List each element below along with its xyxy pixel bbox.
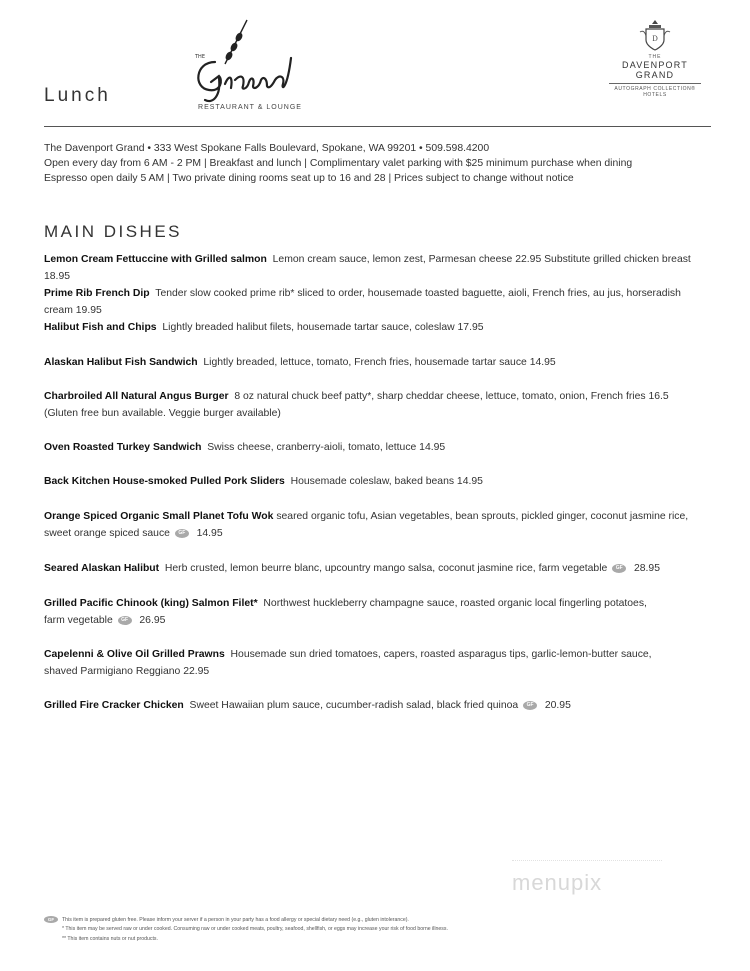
- dish-name: Grilled Fire Cracker Chicken: [44, 700, 184, 711]
- dish-item: [44, 285, 704, 319]
- dish-name: Back Kitchen House-smoked Pulled Pork Sliders: [44, 476, 285, 487]
- dish-item: [44, 439, 704, 456]
- dish-description-note: (Gluten free bun available. Veggie burger available): [44, 408, 281, 419]
- dish-name: Oven Roasted Turkey Sandwich: [44, 442, 202, 453]
- dish-name: Lemon Cream Fettuccine with Grilled salmon: [44, 254, 267, 265]
- hotel-name-line1: DAVENPORT: [622, 60, 688, 70]
- dish-name: Grilled Pacific Chinook (king) Salmon Filet*: [44, 598, 258, 609]
- info-espresso: Espresso open daily 5 AM | Two private dining rooms seat up to 16 and 28 | Prices subject to change without notice: [44, 173, 574, 184]
- grand-subtitle: RESTAURANT & LOUNGE: [198, 104, 302, 111]
- dish-description-cont: shaved Parmigiano Reggiano 22.95: [44, 666, 210, 677]
- dish-description-cont: farm vegetable: [44, 615, 113, 626]
- gluten-free-icon: GF: [612, 564, 626, 573]
- dish-item: [44, 388, 704, 422]
- section-title: MAIN DISHES: [44, 222, 183, 241]
- dish-item: [44, 595, 704, 629]
- dish-description: Northwest huckleberry champagne sauce, roasted organic local fingerling potatoes,: [263, 598, 647, 609]
- page-title: Lunch: [44, 85, 111, 106]
- dish-description: 8 oz natural chuck beef patty*, sharp cheddar cheese, lettuce, tomato, onion, French fries 16.5: [234, 391, 669, 402]
- dish-name: Seared Alaskan Halibut: [44, 563, 160, 574]
- dish-name: Charbroiled All Natural Angus Burger: [44, 391, 229, 402]
- dish-item: [44, 473, 704, 490]
- autograph-collection: AUTOGRAPH COLLECTION®: [614, 86, 696, 92]
- footnote-nuts: ** This item contains nuts or nut products.: [62, 936, 158, 942]
- gluten-free-icon: GF: [118, 616, 132, 625]
- grand-the: THE: [195, 54, 205, 60]
- hotel-the: THE: [648, 54, 662, 60]
- dish-item: [44, 697, 704, 714]
- grand-script-logo-art: [185, 18, 310, 104]
- grand-restaurant-logo: [185, 18, 310, 118]
- hotel-logo-divider: [609, 83, 701, 84]
- dish-name: Prime Rib French Dip: [44, 288, 150, 299]
- svg-text:D: D: [652, 35, 658, 43]
- info-hours: Open every day from 6 AM - 2 PM | Breakfast and lunch | Complimentary valet parking with $25 minimum purchase when dining: [44, 158, 633, 169]
- dish-item: [44, 354, 704, 371]
- gluten-free-icon: GF: [523, 701, 537, 710]
- dish-item: [44, 251, 704, 285]
- dish-description: Lightly breaded halibut filets, housemade tartar sauce, coleslaw 17.95: [162, 322, 484, 333]
- dish-name: Orange Spiced Organic Small Planet Tofu Wok: [44, 511, 274, 522]
- dish-item: [44, 646, 704, 680]
- gluten-free-icon: GF: [175, 529, 189, 538]
- dish-description: Herb crusted, lemon beurre blanc, upcountry mango salsa, coconut jasmine rice, farm vegetable: [164, 563, 608, 574]
- dish-price: 14.95: [196, 528, 223, 539]
- dish-price: 26.95: [139, 615, 166, 626]
- watermark-dots: [512, 860, 662, 867]
- dish-description: Housemade sun dried tomatoes, capers, roasted asparagus tips, garlic-lemon-butter sauce,: [230, 649, 652, 660]
- dish-name: Capelenni & Olive Oil Grilled Prawns: [44, 649, 225, 660]
- hotels-label: HOTELS: [643, 92, 667, 98]
- header-divider: [44, 126, 711, 127]
- dish-item: [44, 560, 704, 577]
- footnote-gf-text: This item is prepared gluten free. Please inform your server if a person in your party has a food allergy or special dietary need (e.g., gluten intolerance).: [62, 916, 409, 923]
- dish-description: seared organic tofu, Asian vegetables, bean sprouts, pickled ginger, coconut jasmine rice,: [276, 511, 689, 522]
- dish-description: Lemon cream sauce, lemon zest, Parmesan cheese 22.95 Substitute grilled chicken breast 18.95: [44, 254, 691, 282]
- dish-description: Sweet Hawaiian plum sauce, cucumber-radish salad, black fried quinoa: [189, 700, 519, 711]
- footnote-raw: * This item may be served raw or under cooked. Consuming raw or under cooked meats, poultry, seafood, shellfish, or eggs may increase your risk of food borne illness.: [62, 926, 448, 932]
- davenport-grand-logo: [600, 18, 710, 123]
- dish-description: Tender slow cooked prime rib* sliced to order, housemade toasted baguette, aioli, French fries, au jus, horseradish cream 19.95: [44, 288, 681, 316]
- crest-icon: [637, 18, 673, 52]
- dish-item: [44, 319, 704, 336]
- dish-description: Swiss cheese, cranberry-aioli, tomato, lettuce 14.95: [207, 442, 446, 453]
- dish-price: 20.95: [544, 700, 571, 711]
- dish-price: 28.95: [633, 563, 660, 574]
- menupix-watermark: menupix: [512, 870, 603, 895]
- info-address: The Davenport Grand • 333 West Spokane Falls Boulevard, Spokane, WA 99201 • 509.598.4200: [44, 143, 490, 154]
- footnote-gluten-free: [44, 916, 409, 923]
- dish-description-cont: sweet orange spiced sauce: [44, 528, 170, 539]
- dish-description: Housemade coleslaw, baked beans 14.95: [290, 476, 483, 487]
- dish-name: Halibut Fish and Chips: [44, 322, 157, 333]
- dish-name: Alaskan Halibut Fish Sandwich: [44, 357, 198, 368]
- gluten-free-icon: GF: [44, 916, 58, 923]
- dish-description: Lightly breaded, lettuce, tomato, French fries, housemade tartar sauce 14.95: [203, 357, 556, 368]
- hotel-name-line2: GRAND: [635, 70, 675, 80]
- dish-item: [44, 508, 704, 542]
